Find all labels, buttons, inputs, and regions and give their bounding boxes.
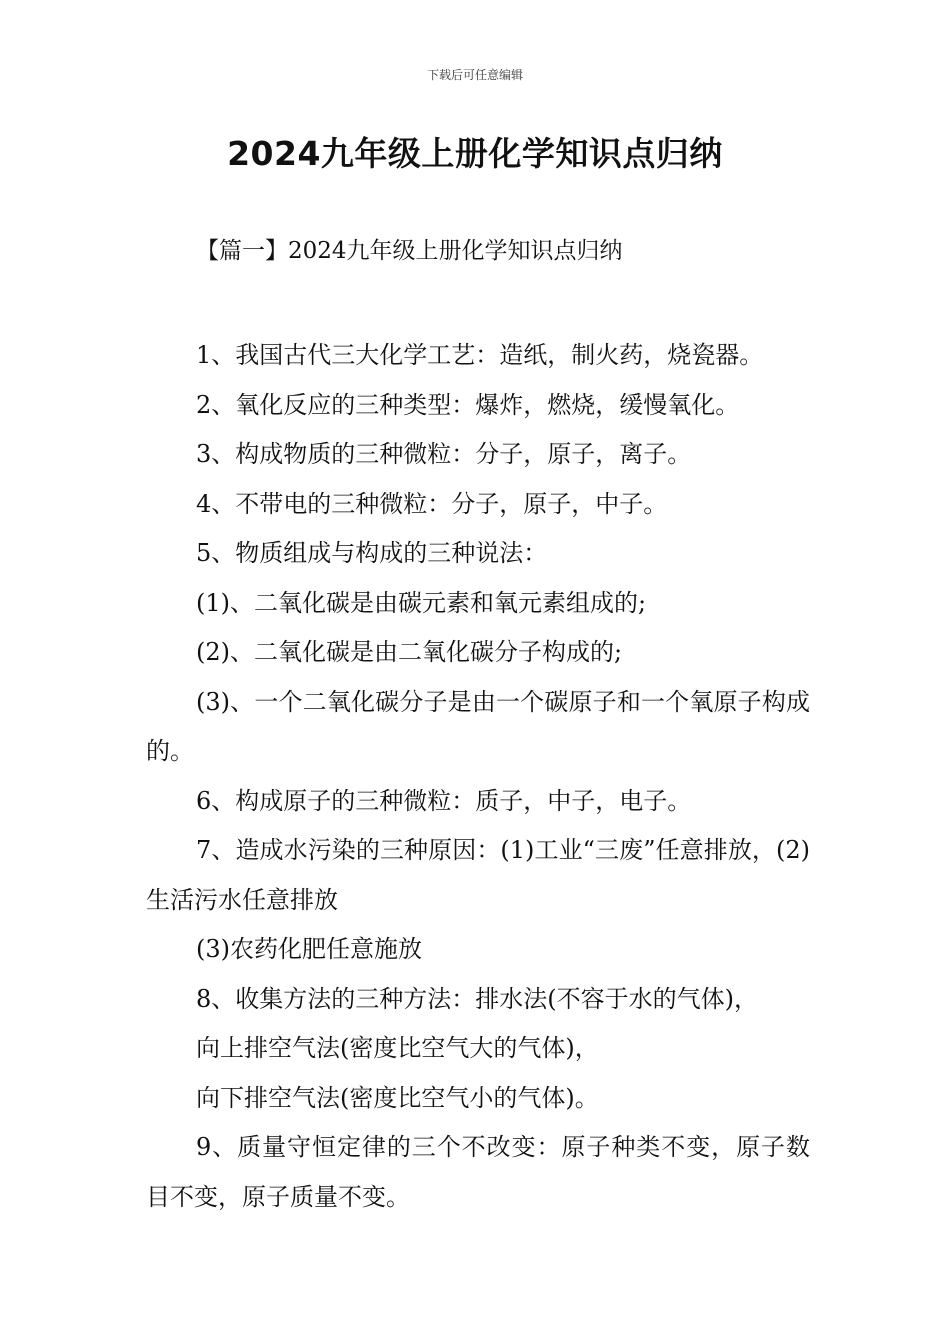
list-item: 向下排空气法(密度比空气小的气体)。 (196, 1083, 599, 1112)
list-item: 7、造成水污染的三种原因：(1)工业“三废”任意排放，(2)生活污水任意排放 (146, 836, 810, 914)
list-item: (2)、二氧化碳是由二氧化碳分子构成的; (196, 638, 623, 666)
list-item: 6、构成原子的三种微粒：质子，中子，电子。 (196, 786, 692, 815)
list-item: 8、收集方法的三种方法：排水法(不容于水的气体)， (196, 984, 758, 1013)
list-item: 2、氧化反应的三种类型：爆炸，燃烧，缓慢氧化。 (196, 390, 740, 419)
document-body (146, 331, 810, 1222)
list-item: 4、不带电的三种微粒：分子，原子，中子。 (196, 489, 668, 518)
list-item: 3、构成物质的三种微粒：分子，原子，离子。 (196, 440, 692, 468)
list-item: 9、质量守恒定律的三个不改变：原子种类不变，原子数目不变，原子质量不变。 (146, 1133, 810, 1211)
list-item: (1)、二氧化碳是由碳元素和氧元素组成的; (196, 588, 647, 617)
section-heading: 【篇一】2024九年级上册化学知识点归纳 (196, 238, 623, 264)
document-title: 2024九年级上册化学知识点归纳 (227, 134, 723, 173)
list-item: (3)农药化肥任意施放 (196, 935, 422, 963)
page-header-note: 下载后可任意编辑 (426, 68, 523, 82)
list-item: 5、物质组成与构成的三种说法： (196, 539, 548, 567)
list-item: (3)、一个二氧化碳分子是由一个碳原子和一个氧原子构成的。 (146, 687, 810, 765)
list-item: 1、我国古代三大化学工艺：造纸，制火药，烧瓷器。 (196, 341, 764, 369)
list-item: 向上排空气法(密度比空气大的气体)， (196, 1034, 599, 1062)
